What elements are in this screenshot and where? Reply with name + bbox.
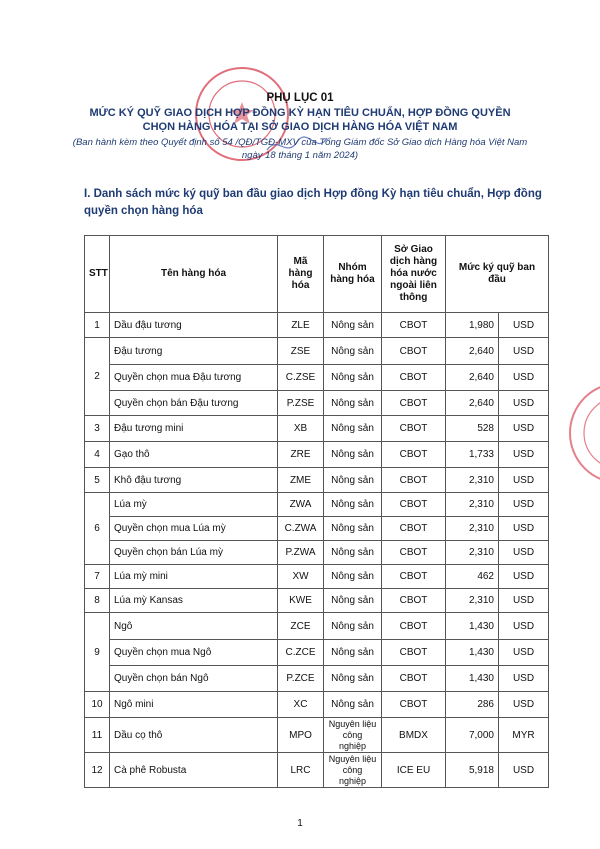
- cell-group: Nông sản: [324, 391, 382, 416]
- cell-stt: 10: [85, 692, 110, 718]
- cell-code: ZCE: [278, 613, 324, 640]
- cell-amount: 1,430: [446, 613, 499, 640]
- cell-stt: 1: [85, 313, 110, 338]
- cell-group: Nông sản: [324, 338, 382, 365]
- cell-amount: 2,640: [446, 391, 499, 416]
- cell-amount: 2,310: [446, 589, 499, 613]
- cell-code: P.ZWA: [278, 541, 324, 565]
- document-title-line1: MỨC KÝ QUỸ GIAO DỊCH HỢP ĐỒNG KỲ HẠN TIÊU CHUẨN, HỢP ĐỒNG QUYỀN: [89, 107, 511, 119]
- cell-name: Cà phê Robusta: [110, 753, 278, 788]
- header-name: Tên hàng hóa: [110, 236, 278, 313]
- cell-code: XC: [278, 692, 324, 718]
- table-row: [85, 391, 549, 416]
- cell-exchange: CBOT: [382, 692, 446, 718]
- cell-exchange: CBOT: [382, 589, 446, 613]
- cell-name: Đậu tương: [110, 338, 278, 365]
- cell-currency: USD: [499, 416, 549, 442]
- cell-exchange: CBOT: [382, 613, 446, 640]
- cell-code: XB: [278, 416, 324, 442]
- cell-name: Khô đậu tương: [110, 468, 278, 493]
- cell-exchange: CBOT: [382, 493, 446, 517]
- cell-group: Nông sản: [324, 666, 382, 692]
- table-row: [85, 442, 549, 468]
- header-exchange: Sở Giao dịch hàng hóa nước ngoài liên thông: [382, 236, 446, 313]
- cell-stt: 12: [85, 753, 110, 788]
- cell-name: Lúa mỳ: [110, 493, 278, 517]
- cell-amount: 2,310: [446, 468, 499, 493]
- cell-exchange: CBOT: [382, 640, 446, 666]
- document-subtitle-line2: ngày 18 tháng 1 năm 2024): [241, 150, 359, 161]
- cell-amount: 462: [446, 565, 499, 589]
- cell-group: Nông sản: [324, 613, 382, 640]
- table-row: [85, 493, 549, 517]
- partial-seal-stamp: [560, 378, 600, 488]
- cell-code: C.ZWA: [278, 517, 324, 541]
- cell-stt: 2: [85, 338, 110, 416]
- cell-group: Nguyên liệu công nghiệp: [324, 718, 382, 753]
- cell-currency: USD: [499, 692, 549, 718]
- cell-name: Quyền chọn mua Lúa mỳ: [110, 517, 278, 541]
- cell-name: Dầu cọ thô: [110, 718, 278, 753]
- cell-group: Nông sản: [324, 313, 382, 338]
- cell-currency: USD: [499, 442, 549, 468]
- cell-group: Nông sản: [324, 640, 382, 666]
- document-subtitle-line1: (Ban hành kèm theo Quyết định số 54 /QĐ/TGĐ-MXV của Tổng Giám đốc Sở Giao dịch Hàng hóa Việt Nam: [72, 137, 528, 148]
- cell-code: LRC: [278, 753, 324, 788]
- cell-amount: 2,310: [446, 517, 499, 541]
- table-row: [85, 365, 549, 391]
- cell-code: ZSE: [278, 338, 324, 365]
- cell-amount: 2,310: [446, 493, 499, 517]
- table-row: [85, 517, 549, 541]
- cell-name: Quyền chọn bán Lúa mỳ: [110, 541, 278, 565]
- cell-stt: 11: [85, 718, 110, 753]
- table-row: [85, 541, 549, 565]
- cell-group: Nông sản: [324, 493, 382, 517]
- cell-group: Nông sản: [324, 565, 382, 589]
- cell-stt: 9: [85, 613, 110, 692]
- table-row: [85, 692, 549, 718]
- cell-currency: USD: [499, 541, 549, 565]
- cell-amount: 1,430: [446, 666, 499, 692]
- table-row: [85, 640, 549, 666]
- cell-code: ZME: [278, 468, 324, 493]
- header-group: Nhóm hàng hóa: [324, 236, 382, 313]
- cell-amount: 1,980: [446, 313, 499, 338]
- cell-name: Quyền chọn bán Đậu tương: [110, 391, 278, 416]
- table-row: [85, 718, 549, 753]
- cell-exchange: CBOT: [382, 666, 446, 692]
- cell-name: Quyền chọn mua Ngô: [110, 640, 278, 666]
- cell-amount: 1,430: [446, 640, 499, 666]
- cell-group: Nông sản: [324, 517, 382, 541]
- cell-amount: 1,733: [446, 442, 499, 468]
- cell-amount: 286: [446, 692, 499, 718]
- cell-exchange: CBOT: [382, 517, 446, 541]
- cell-name: Lúa mỳ mini: [110, 565, 278, 589]
- cell-currency: USD: [499, 468, 549, 493]
- cell-amount: 2,310: [446, 541, 499, 565]
- cell-group: Nông sản: [324, 416, 382, 442]
- cell-exchange: CBOT: [382, 468, 446, 493]
- cell-currency: USD: [499, 338, 549, 365]
- table-row: [85, 613, 549, 640]
- cell-currency: USD: [499, 313, 549, 338]
- table-row: [85, 589, 549, 613]
- cell-group: Nông sản: [324, 442, 382, 468]
- cell-group: Nguyên liệu công nghiệp: [324, 753, 382, 788]
- table-row: [85, 666, 549, 692]
- cell-currency: USD: [499, 613, 549, 640]
- cell-exchange: CBOT: [382, 313, 446, 338]
- cell-name: Gạo thô: [110, 442, 278, 468]
- table-row: [85, 416, 549, 442]
- cell-group: Nông sản: [324, 541, 382, 565]
- table-row: [85, 565, 549, 589]
- table-row: [85, 753, 549, 788]
- cell-currency: MYR: [499, 718, 549, 753]
- cell-exchange: CBOT: [382, 541, 446, 565]
- cell-code: ZWA: [278, 493, 324, 517]
- cell-name: Quyền chọn bán Ngô: [110, 666, 278, 692]
- cell-currency: USD: [499, 517, 549, 541]
- cell-name: Ngô: [110, 613, 278, 640]
- margin-table: [84, 235, 549, 788]
- cell-currency: USD: [499, 589, 549, 613]
- cell-stt: 4: [85, 442, 110, 468]
- section-heading: I. Danh sách mức ký quỹ ban đầu giao dịch Hợp đồng Kỳ hạn tiêu chuẩn, Hợp đồng quyền chọn hàng hóa: [84, 188, 542, 217]
- cell-group: Nông sản: [324, 468, 382, 493]
- cell-currency: USD: [499, 640, 549, 666]
- table-header-row: [85, 236, 549, 313]
- cell-currency: USD: [499, 493, 549, 517]
- table-row: [85, 338, 549, 365]
- cell-currency: USD: [499, 365, 549, 391]
- cell-code: KWE: [278, 589, 324, 613]
- cell-code: XW: [278, 565, 324, 589]
- cell-stt: 6: [85, 493, 110, 565]
- cell-amount: 2,640: [446, 338, 499, 365]
- cell-exchange: CBOT: [382, 442, 446, 468]
- cell-group: Nông sản: [324, 589, 382, 613]
- page-number: 1: [297, 818, 303, 829]
- cell-code: P.ZCE: [278, 666, 324, 692]
- cell-name: Ngô mini: [110, 692, 278, 718]
- cell-group: Nông sản: [324, 692, 382, 718]
- cell-exchange: CBOT: [382, 565, 446, 589]
- cell-name: Đậu tương mini: [110, 416, 278, 442]
- cell-exchange: CBOT: [382, 416, 446, 442]
- table-row: [85, 313, 549, 338]
- cell-currency: USD: [499, 666, 549, 692]
- cell-stt: 5: [85, 468, 110, 493]
- cell-amount: 2,640: [446, 365, 499, 391]
- cell-code: ZLE: [278, 313, 324, 338]
- cell-currency: USD: [499, 391, 549, 416]
- cell-stt: 3: [85, 416, 110, 442]
- header-stt: STT: [85, 236, 110, 313]
- cell-code: C.ZCE: [278, 640, 324, 666]
- cell-exchange: CBOT: [382, 391, 446, 416]
- table-row: [85, 468, 549, 493]
- cell-name: Lúa mỳ Kansas: [110, 589, 278, 613]
- cell-currency: USD: [499, 753, 549, 788]
- appendix-label: PHỤ LỤC 01: [266, 92, 334, 104]
- cell-exchange: BMDX: [382, 718, 446, 753]
- cell-exchange: CBOT: [382, 338, 446, 365]
- cell-code: ZRE: [278, 442, 324, 468]
- cell-stt: 8: [85, 589, 110, 613]
- header-margin: Mức ký quỹ ban đầu: [446, 236, 549, 313]
- cell-group: Nông sản: [324, 365, 382, 391]
- document-title-line2: CHỌN HÀNG HÓA TẠI SỞ GIAO DỊCH HÀNG HÓA VIỆT NAM: [142, 121, 458, 133]
- cell-code: C.ZSE: [278, 365, 324, 391]
- cell-name: Dầu đậu tương: [110, 313, 278, 338]
- cell-code: P.ZSE: [278, 391, 324, 416]
- cell-currency: USD: [499, 565, 549, 589]
- cell-amount: 528: [446, 416, 499, 442]
- cell-stt: 7: [85, 565, 110, 589]
- header-code: Mã hàng hóa: [278, 236, 324, 313]
- cell-code: MPO: [278, 718, 324, 753]
- cell-amount: 5,918: [446, 753, 499, 788]
- cell-exchange: CBOT: [382, 365, 446, 391]
- cell-exchange: ICE EU: [382, 753, 446, 788]
- cell-amount: 7,000: [446, 718, 499, 753]
- cell-name: Quyền chọn mua Đậu tương: [110, 365, 278, 391]
